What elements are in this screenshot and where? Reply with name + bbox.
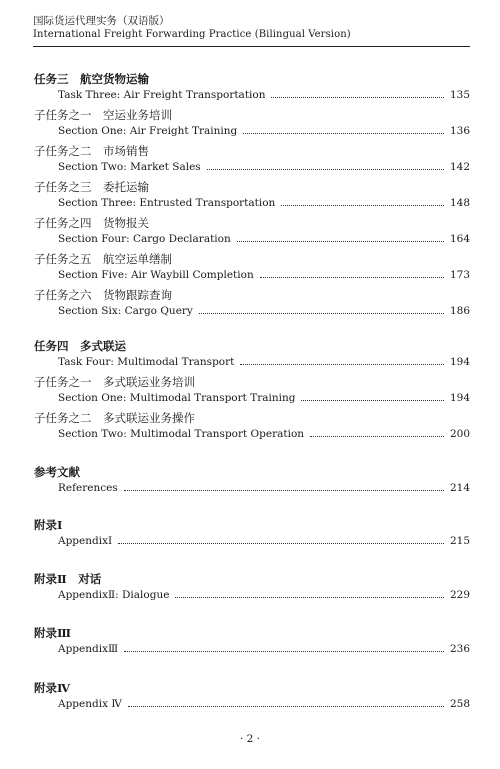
entry-label: Section Two: Market Sales	[58, 161, 201, 173]
leader-dots	[118, 542, 444, 544]
entry-page: 135	[449, 89, 470, 101]
entry-page: 215	[449, 535, 470, 547]
section-heading: 任务四 多式联运	[34, 339, 126, 353]
section-heading: 附录Ⅰ	[34, 518, 63, 532]
section-heading: 附录Ⅲ	[34, 626, 72, 640]
subtask-heading: 子任务之五 航空运单缮制	[34, 252, 172, 266]
entry-label: Appendix Ⅳ	[58, 698, 122, 710]
leader-dots	[260, 276, 444, 278]
leader-dots	[310, 435, 444, 437]
subtask-heading: 子任务之一 空运业务培训	[34, 108, 172, 122]
leader-dots	[271, 96, 444, 98]
header-title-en: International Freight Forwarding Practice (Bilingual Version)	[33, 29, 351, 40]
subtask-heading: 子任务之二 市场销售	[34, 144, 149, 158]
toc-entry[interactable]	[58, 482, 470, 494]
entry-page: 148	[449, 197, 470, 209]
toc-entry[interactable]	[58, 125, 470, 137]
entry-label: Section Three: Entrusted Transportation	[58, 197, 276, 209]
leader-dots	[243, 132, 444, 134]
leader-dots	[124, 650, 444, 652]
leader-dots	[175, 596, 444, 598]
entry-page: 200	[449, 428, 470, 440]
section-heading: 任务三 航空货物运输	[34, 72, 149, 86]
leader-dots	[124, 489, 444, 491]
entry-page: 258	[449, 698, 470, 710]
entry-label: Section Four: Cargo Declaration	[58, 233, 231, 245]
entry-label: Task Four: Multimodal Transport	[58, 356, 235, 368]
toc-entry[interactable]	[58, 392, 470, 404]
toc-entry[interactable]	[58, 161, 470, 173]
leader-dots	[199, 312, 444, 314]
entry-label: Task Three: Air Freight Transportation	[58, 89, 266, 101]
entry-page: 194	[449, 356, 470, 368]
leader-dots	[240, 363, 444, 365]
subtask-heading: 子任务之三 委托运输	[34, 180, 149, 194]
toc-entry[interactable]	[58, 535, 470, 547]
toc-entry[interactable]	[58, 197, 470, 209]
toc-entry[interactable]	[58, 589, 470, 601]
leader-dots	[281, 204, 444, 206]
entry-label: Section Five: Air Waybill Completion	[58, 269, 254, 281]
entry-label: Section Two: Multimodal Transport Operation	[58, 428, 305, 440]
toc-entry[interactable]	[58, 643, 470, 655]
subtask-heading: 子任务之四 货物报关	[34, 216, 149, 230]
toc-entry[interactable]	[58, 89, 470, 101]
toc-entry[interactable]	[58, 356, 470, 368]
entry-page: 142	[449, 161, 470, 173]
toc-entry[interactable]	[58, 305, 470, 317]
subtask-heading: 子任务之二 多式联运业务操作	[34, 411, 195, 425]
leader-dots	[207, 168, 444, 170]
toc-entry[interactable]	[58, 269, 470, 281]
leader-dots	[128, 705, 444, 707]
entry-label: AppendixⅢ	[58, 643, 119, 655]
section-heading: 附录Ⅳ	[34, 681, 71, 695]
subtask-heading: 子任务之六 货物跟踪查询	[34, 288, 172, 302]
header-title-cn: 国际货运代理实务（双语版）	[33, 15, 170, 27]
entry-label: Section One: Air Freight Training	[58, 125, 238, 137]
toc-entry[interactable]	[58, 428, 470, 440]
entry-label: AppendixⅡ: Dialogue	[58, 589, 170, 601]
entry-label: References	[58, 482, 118, 494]
entry-page: 186	[449, 305, 470, 317]
entry-label: Section Six: Cargo Query	[58, 305, 193, 317]
entry-label: AppendixⅠ	[58, 535, 113, 547]
entry-page: 164	[449, 233, 470, 245]
entry-page: 173	[449, 269, 470, 281]
section-heading: 参考文献	[34, 465, 80, 479]
entry-page: 214	[449, 482, 470, 494]
entry-page: 229	[449, 589, 470, 601]
toc-entry[interactable]	[58, 698, 470, 710]
leader-dots	[301, 399, 444, 401]
section-heading: 附录Ⅱ 对话	[34, 572, 102, 586]
page-number: · 2 ·	[239, 733, 261, 745]
subtask-heading: 子任务之一 多式联运业务培训	[34, 375, 195, 389]
entry-page: 194	[449, 392, 470, 404]
entry-label: Section One: Multimodal Transport Training	[58, 392, 296, 404]
toc-entry[interactable]	[58, 233, 470, 245]
leader-dots	[237, 240, 444, 242]
entry-page: 136	[449, 125, 470, 137]
entry-page: 236	[449, 643, 470, 655]
